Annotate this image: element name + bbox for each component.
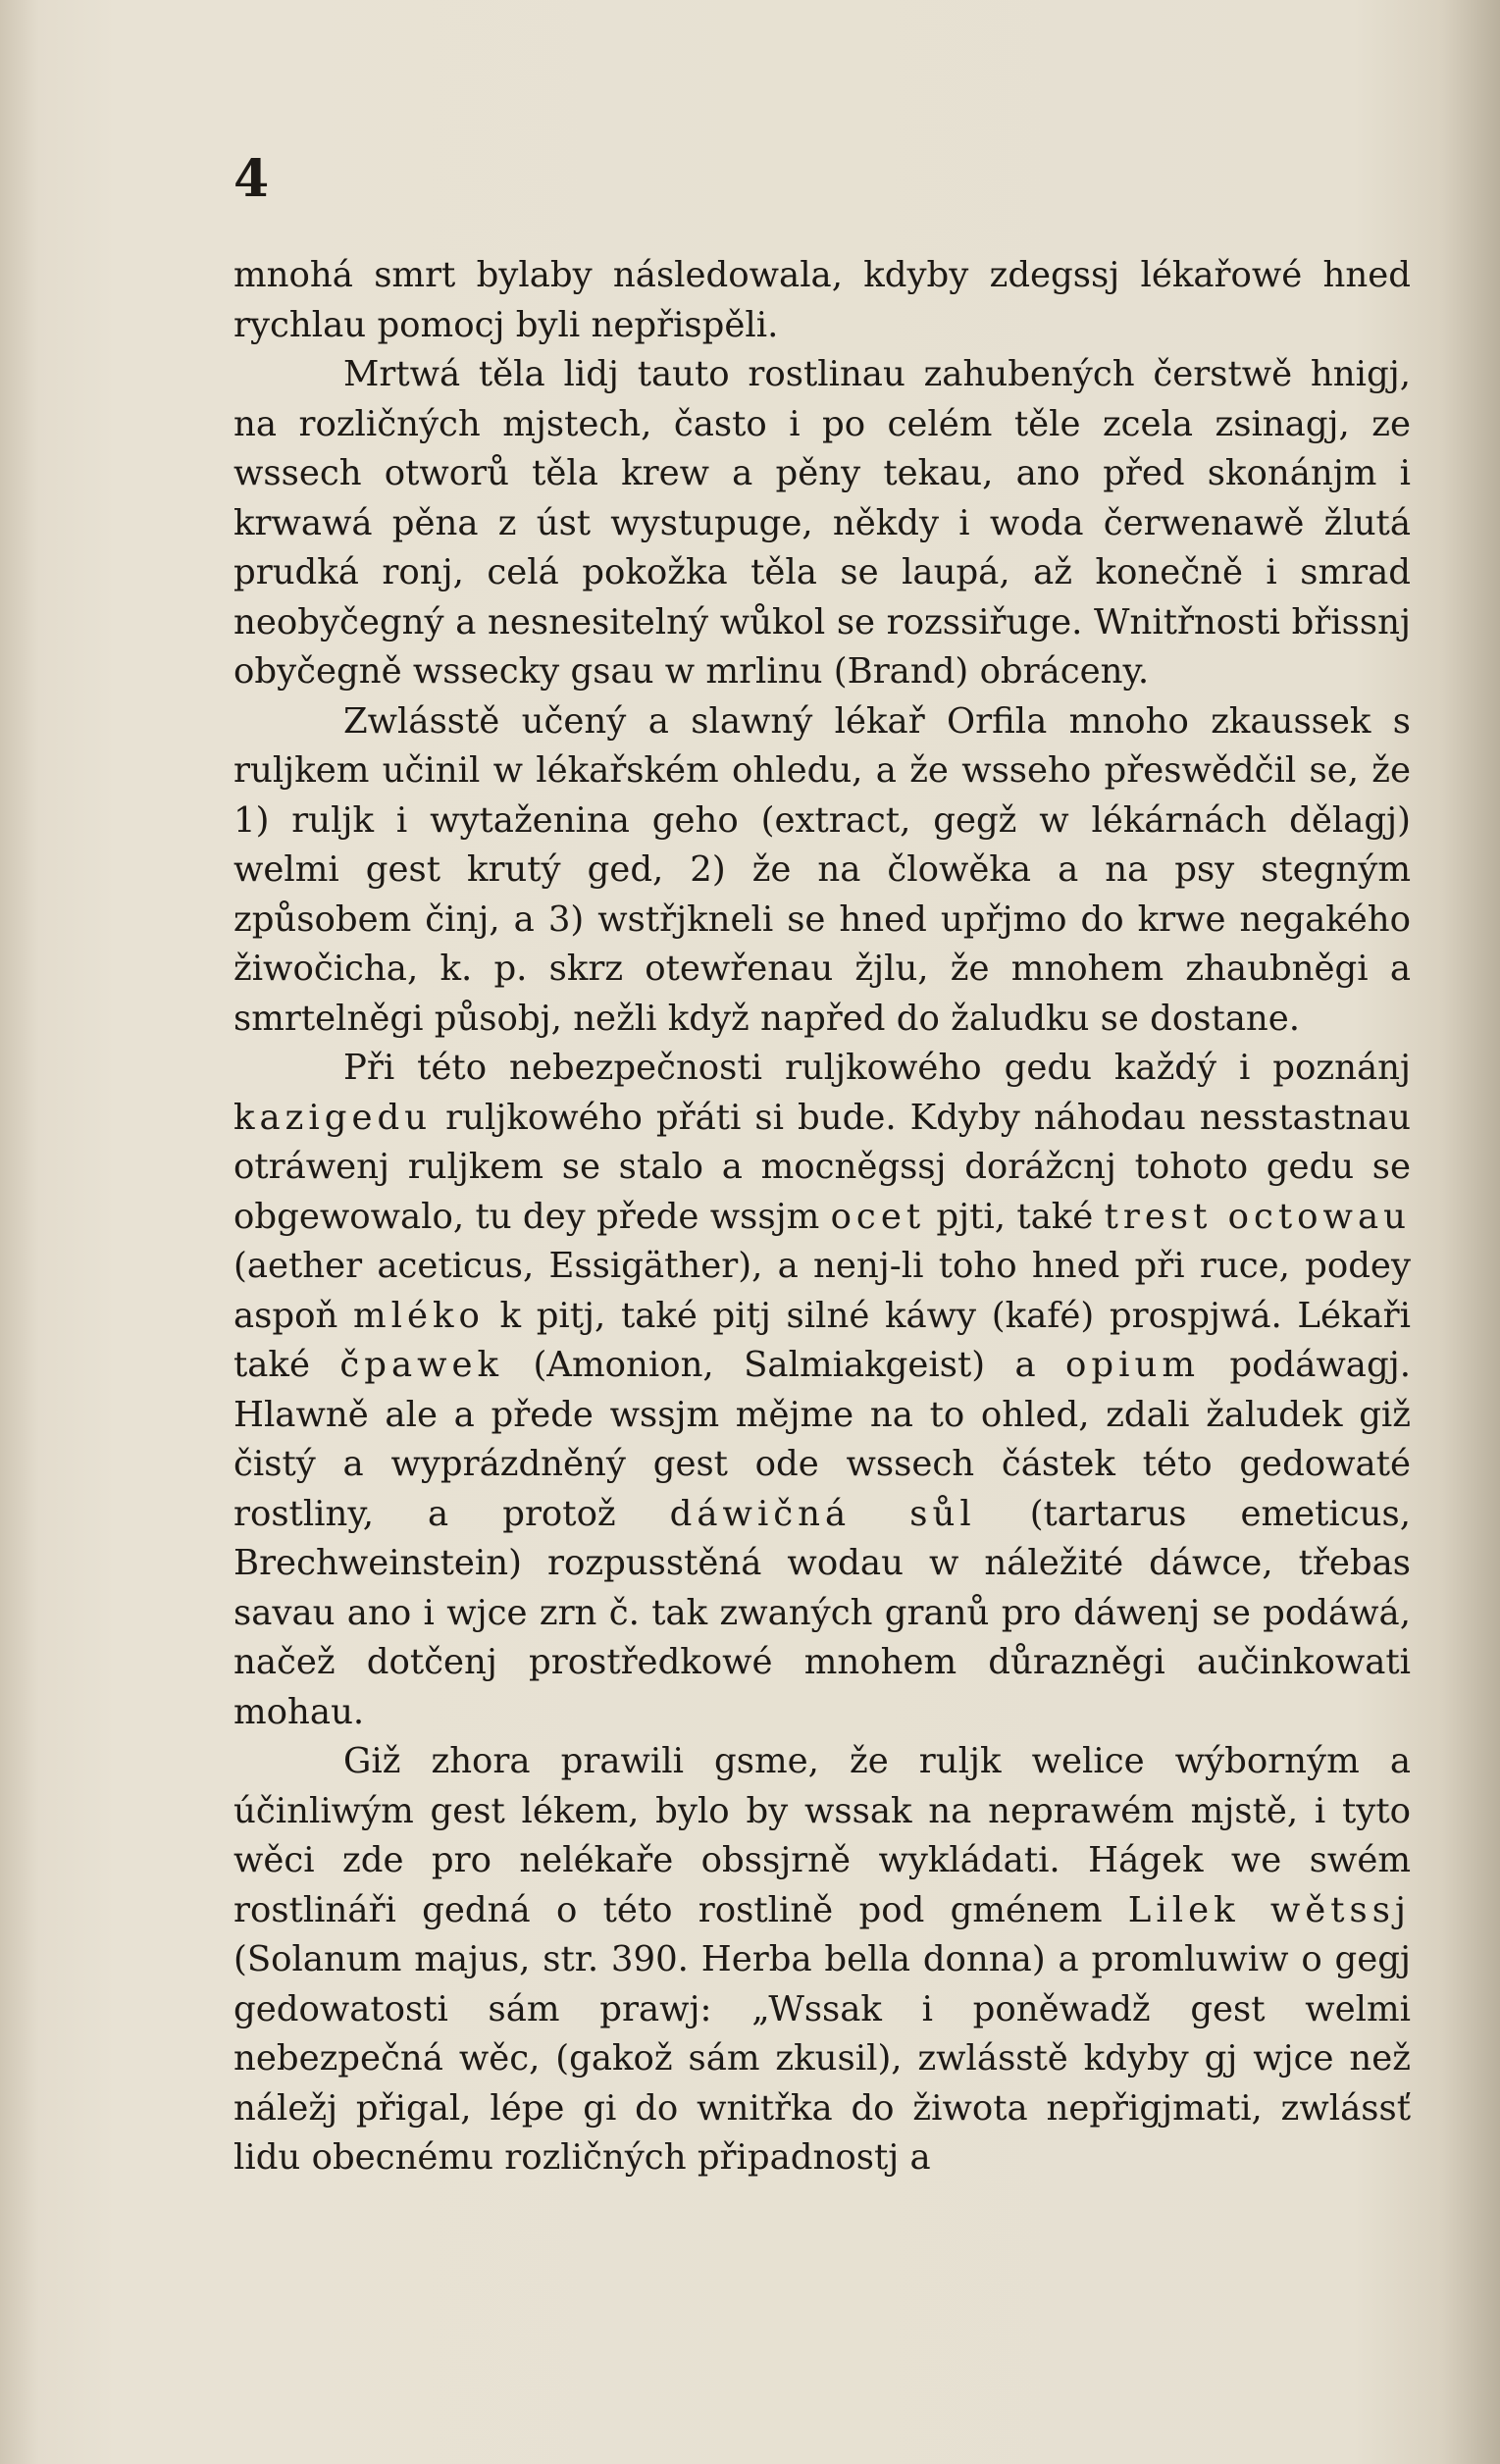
spaced-emphasis-text: kazigedu (233, 1097, 433, 1138)
paragraph-text-run: (Solanum majus, str. 390. Herba bella donna) a promluwiw o gegj gedowatosti sám prawj: „Wssak i poněwadž gest welmi nebezpečná wěc, (gakož sám zkusil), zwlásstě kdyby gj wjce než náležj přigal, lépe gi do wnitřka do žiwota nepřigjmati, zwlássť lidu obecnému rozličných připadnostj a (233, 1939, 1411, 2178)
spaced-emphasis-text: dáwičná sůl (669, 1493, 976, 1534)
paragraph-text-run: k pitj, také pitj silné káwy (kafé) prospjwá. Lékaři také (233, 1295, 1411, 1385)
spaced-emphasis-text: opium (1065, 1345, 1201, 1385)
paragraph-text-run: podáwagj. Hlawně ale a přede wssjm mějme na to ohled, zdali žaludek giž čistý a wyprázdněný gest ode wssech částek této gedowaté rostliny, a protož (233, 1345, 1411, 1534)
paragraph-text-run: (Amonion, Salmiakgeist) a (503, 1345, 1066, 1385)
paragraph-3 (233, 1044, 1411, 1737)
spaced-emphasis-text: trest octowau (1104, 1196, 1411, 1237)
page-number: 4 (233, 149, 270, 209)
paragraph-text-run: ruljkowého přáti si bude. Kdyby náhodau nesstastnau otráwenj ruljkem se stalo a mocněgssj dorážcnj tohoto gedu se obgewowalo, tu dey přede wssjm (233, 1097, 1411, 1237)
paragraph-text-run: (tartarus emeticus, Brechweinstein) rozpusstěná wodau w náležité dáwce, třebas savau ano i wjce zrn č. tak zwaných granů pro dáwenj se podáwá, načež dotčenj prostředkowé mnohem důrazněgi aučinkowati mohau. (233, 1493, 1411, 1732)
paragraph-text-run: Při této nebezpečnosti ruljkowého gedu každý i poznánj (343, 1048, 1411, 1088)
paragraph-text-run: pjti, také (925, 1196, 1105, 1237)
paragraph-text-run: Mrtwá těla lidj tauto rostlinau zahubených čerstwě hnigj, na rozličných mjstech, často i po celém těle zcela zsinagj, ze wssech otworů těla krew a pěny tekau, ano před skonánjm i krwawá pěna z úst wystupuge, někdy i woda čerwenawě žlutá prudká ronj, celá pokožka těla se laupá, až konečně i smrad neobyčegný a nesnesitelný wůkol se rozssiřuge. Wnitřnosti břissnj obyčegně wssecky gsau w mrlinu (Brand) obráceny. (233, 354, 1411, 692)
spaced-emphasis-text: ocet (830, 1196, 926, 1237)
paragraph-text-run: Giž zhora prawili gsme, že ruljk welice wýborným a účinliwým gest lékem, bylo by wssak na neprawém mjstě, i tyto wěci zde pro nelékaře obssjrně wykládati. Hágek we swém rostlináři gedná o této rostlině pod gménem (233, 1741, 1411, 1930)
paragraph-text-run: Zwlásstě učený a slawný lékař Orfila mnoho zkaussek s ruljkem učinil w lékařském ohledu, a že wsseho přeswědčil se, že 1) ruljk i wytaženina geho (extract, gegž w lékárnách dělagj) welmi gest krutý ged, 2) že na člowěka a na psy stegným způsobem činj, a 3) wstřjkneli se hned upřjmo do krwe negakého žiwočicha, k. p. skrz otewřenau žjlu, že mnohem zhaubněgi a smrtelněgi působj, nežli když napřed do žaludku se dostane. (233, 700, 1411, 1039)
spaced-emphasis-text: mléko (352, 1295, 485, 1336)
body-text (233, 251, 1411, 2183)
paragraph-0 (233, 251, 1411, 350)
spaced-emphasis-text: Lilek wětssj (1127, 1889, 1411, 1930)
paragraph-text-run: (aether aceticus, Essigäther), a nenj-li toho hned při ruce, podey aspoň (233, 1246, 1411, 1336)
paragraph-text-run: mnohá smrt bylaby následowala, kdyby zdegssj lékařowé hned rychlau pomocj byli nepřispěli. (233, 255, 1411, 345)
paragraph-4 (233, 1737, 1411, 2183)
spaced-emphasis-text: čpawek (339, 1345, 504, 1385)
paragraph-1 (233, 350, 1411, 697)
paragraph-2 (233, 697, 1411, 1045)
